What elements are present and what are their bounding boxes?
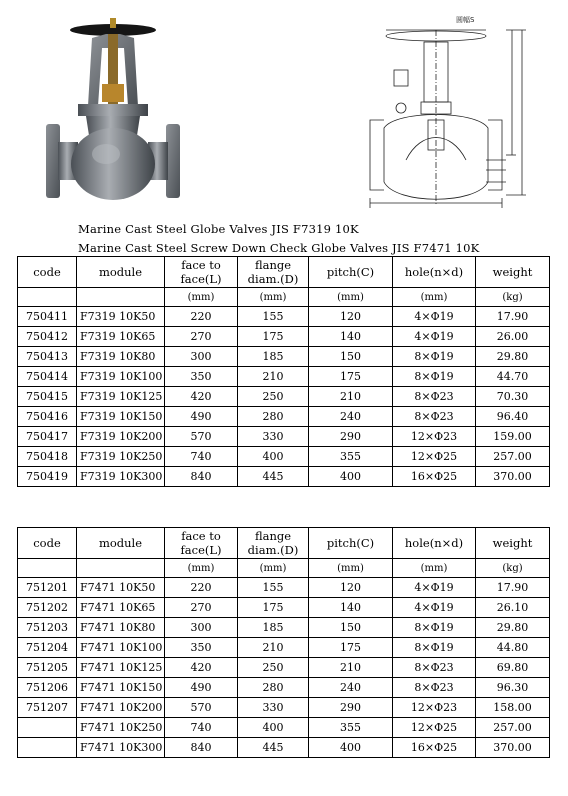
cell-flange: 280 [238, 407, 309, 427]
cell-pitch: 120 [309, 307, 393, 327]
cell-hole: 16×Φ25 [393, 467, 476, 487]
cell-face: 420 [165, 387, 238, 407]
cell-hole: 16×Φ25 [393, 738, 476, 758]
cell-module: F7471 10K125 [77, 658, 165, 678]
unit-pitch: (mm) [309, 559, 393, 578]
cell-module: F7471 10K250 [77, 718, 165, 738]
cell-face: 840 [165, 467, 238, 487]
cell-module: F7471 10K150 [77, 678, 165, 698]
unit-flange: (mm) [238, 559, 309, 578]
table-row [18, 698, 550, 718]
cell-module: F7471 10K80 [77, 618, 165, 638]
cell-face: 570 [165, 427, 238, 447]
cell-pitch: 355 [309, 718, 393, 738]
cell-pitch: 400 [309, 738, 393, 758]
table-row [18, 678, 550, 698]
cell-hole: 8×Φ19 [393, 618, 476, 638]
cell-module: F7471 10K300 [77, 738, 165, 758]
cell-hole: 12×Φ23 [393, 698, 476, 718]
cell-pitch: 175 [309, 638, 393, 658]
valve-technical-drawing [366, 10, 536, 210]
cell-module: F7319 10K125 [77, 387, 165, 407]
cell-weight: 370.00 [476, 467, 550, 487]
cell-module: F7319 10K50 [77, 307, 165, 327]
cell-hole: 12×Φ25 [393, 447, 476, 467]
cell-module: F7319 10K250 [77, 447, 165, 467]
cell-flange: 175 [238, 598, 309, 618]
cell-code: 750417 [18, 427, 77, 447]
table-row [18, 618, 550, 638]
cell-weight: 257.00 [476, 718, 550, 738]
col-weight: weight [476, 257, 550, 288]
col-face: face to face(L) [165, 528, 238, 559]
cell-face: 300 [165, 618, 238, 638]
table-row [18, 347, 550, 367]
cell-module: F7319 10K150 [77, 407, 165, 427]
col-code: code [18, 528, 77, 559]
cell-flange: 445 [238, 738, 309, 758]
cell-code: 750415 [18, 387, 77, 407]
cell-flange: 330 [238, 427, 309, 447]
cell-code: 750419 [18, 467, 77, 487]
spec-table-f7319 [17, 256, 550, 487]
col-face: face to face(L) [165, 257, 238, 288]
cell-code: 751203 [18, 618, 77, 638]
cell-hole: 8×Φ23 [393, 407, 476, 427]
cell-pitch: 150 [309, 347, 393, 367]
title-f7471: Marine Cast Steel Screw Down Check Globe Valves JIS F7471 10K [78, 241, 480, 255]
cell-flange: 175 [238, 327, 309, 347]
cell-pitch: 290 [309, 698, 393, 718]
cell-face: 220 [165, 307, 238, 327]
cell-weight: 26.10 [476, 598, 550, 618]
table-row [18, 387, 550, 407]
cell-module: F7471 10K100 [77, 638, 165, 658]
cell-flange: 210 [238, 367, 309, 387]
unit-face: (mm) [165, 559, 238, 578]
cell-hole: 8×Φ23 [393, 658, 476, 678]
cell-weight: 158.00 [476, 698, 550, 718]
col-module: module [77, 257, 165, 288]
table-header-row [18, 528, 550, 559]
cell-code [18, 738, 77, 758]
table-row [18, 467, 550, 487]
table-row [18, 447, 550, 467]
cell-flange: 185 [238, 618, 309, 638]
cell-pitch: 120 [309, 578, 393, 598]
cell-face: 490 [165, 678, 238, 698]
cell-flange: 280 [238, 678, 309, 698]
cell-code: 751207 [18, 698, 77, 718]
cell-hole: 12×Φ25 [393, 718, 476, 738]
cell-hole: 8×Φ23 [393, 678, 476, 698]
cell-weight: 44.70 [476, 367, 550, 387]
cell-module: F7471 10K50 [77, 578, 165, 598]
unit-hole: (mm) [393, 559, 476, 578]
cell-module: F7319 10K300 [77, 467, 165, 487]
cell-code: 750413 [18, 347, 77, 367]
cell-face: 270 [165, 598, 238, 618]
cell-flange: 250 [238, 387, 309, 407]
col-code: code [18, 257, 77, 288]
col-module: module [77, 528, 165, 559]
cell-code: 750411 [18, 307, 77, 327]
unit-face: (mm) [165, 288, 238, 307]
col-hole: hole(n×d) [393, 528, 476, 559]
cell-module: F7319 10K80 [77, 347, 165, 367]
cell-pitch: 400 [309, 467, 393, 487]
cell-weight: 96.30 [476, 678, 550, 698]
cell-hole: 4×Φ19 [393, 327, 476, 347]
cell-weight: 17.90 [476, 307, 550, 327]
cell-module: F7471 10K200 [77, 698, 165, 718]
cell-pitch: 210 [309, 387, 393, 407]
cell-flange: 445 [238, 467, 309, 487]
cell-module: F7319 10K100 [77, 367, 165, 387]
cell-flange: 210 [238, 638, 309, 658]
cell-face: 740 [165, 447, 238, 467]
table-row [18, 638, 550, 658]
cell-code: 750418 [18, 447, 77, 467]
unit-flange: (mm) [238, 288, 309, 307]
cell-pitch: 150 [309, 618, 393, 638]
cell-hole: 8×Φ19 [393, 347, 476, 367]
table-header-row [18, 257, 550, 288]
cell-flange: 185 [238, 347, 309, 367]
cell-hole: 8×Φ23 [393, 387, 476, 407]
cell-face: 740 [165, 718, 238, 738]
table-row [18, 658, 550, 678]
cell-face: 490 [165, 407, 238, 427]
cell-pitch: 140 [309, 327, 393, 347]
table-row [18, 307, 550, 327]
cell-hole: 4×Φ19 [393, 578, 476, 598]
cell-pitch: 140 [309, 598, 393, 618]
cell-pitch: 240 [309, 407, 393, 427]
unit-weight: (kg) [476, 559, 550, 578]
cell-pitch: 355 [309, 447, 393, 467]
cell-weight: 69.80 [476, 658, 550, 678]
cell-hole: 8×Φ19 [393, 367, 476, 387]
cell-weight: 17.90 [476, 578, 550, 598]
cell-code [18, 718, 77, 738]
cell-code: 751205 [18, 658, 77, 678]
table-row [18, 327, 550, 347]
cell-weight: 26.00 [476, 327, 550, 347]
cell-face: 420 [165, 658, 238, 678]
table-row [18, 578, 550, 598]
unit-pitch: (mm) [309, 288, 393, 307]
cell-hole: 12×Φ23 [393, 427, 476, 447]
table-row [18, 427, 550, 447]
cell-weight: 159.00 [476, 427, 550, 447]
cell-weight: 29.80 [476, 347, 550, 367]
cell-code: 751201 [18, 578, 77, 598]
table-row [18, 738, 550, 758]
col-pitch: pitch(C) [309, 257, 393, 288]
cell-face: 350 [165, 367, 238, 387]
table-row [18, 367, 550, 387]
cell-pitch: 290 [309, 427, 393, 447]
cell-face: 570 [165, 698, 238, 718]
valve-photo [44, 14, 182, 210]
cell-hole: 4×Φ19 [393, 598, 476, 618]
title-f7319: Marine Cast Steel Globe Valves JIS F7319 10K [78, 222, 359, 236]
col-flange: flange diam.(D) [238, 257, 309, 288]
table-units-row [18, 288, 550, 307]
spec-table-f7471 [17, 527, 550, 758]
unit-weight: (kg) [476, 288, 550, 307]
drawing-label: 圆幅S [456, 16, 475, 24]
cell-flange: 330 [238, 698, 309, 718]
cell-code: 751202 [18, 598, 77, 618]
table-row [18, 598, 550, 618]
cell-flange: 155 [238, 307, 309, 327]
cell-weight: 96.40 [476, 407, 550, 427]
cell-hole: 4×Φ19 [393, 307, 476, 327]
table-row [18, 718, 550, 738]
cell-pitch: 210 [309, 658, 393, 678]
cell-code: 751204 [18, 638, 77, 658]
cell-code: 750412 [18, 327, 77, 347]
cell-pitch: 175 [309, 367, 393, 387]
cell-code: 750414 [18, 367, 77, 387]
cell-code: 751206 [18, 678, 77, 698]
table-units-row [18, 559, 550, 578]
cell-flange: 400 [238, 447, 309, 467]
cell-module: F7319 10K65 [77, 327, 165, 347]
cell-weight: 44.80 [476, 638, 550, 658]
cell-face: 270 [165, 327, 238, 347]
col-pitch: pitch(C) [309, 528, 393, 559]
col-weight: weight [476, 528, 550, 559]
cell-face: 300 [165, 347, 238, 367]
cell-code: 750416 [18, 407, 77, 427]
cell-weight: 29.80 [476, 618, 550, 638]
cell-face: 220 [165, 578, 238, 598]
col-flange: flange diam.(D) [238, 528, 309, 559]
table-row [18, 407, 550, 427]
col-hole: hole(n×d) [393, 257, 476, 288]
cell-flange: 250 [238, 658, 309, 678]
cell-weight: 70.30 [476, 387, 550, 407]
cell-flange: 155 [238, 578, 309, 598]
cell-hole: 8×Φ19 [393, 638, 476, 658]
cell-face: 840 [165, 738, 238, 758]
cell-face: 350 [165, 638, 238, 658]
cell-weight: 257.00 [476, 447, 550, 467]
cell-module: F7471 10K65 [77, 598, 165, 618]
cell-module: F7319 10K200 [77, 427, 165, 447]
unit-hole: (mm) [393, 288, 476, 307]
cell-pitch: 240 [309, 678, 393, 698]
cell-flange: 400 [238, 718, 309, 738]
cell-weight: 370.00 [476, 738, 550, 758]
